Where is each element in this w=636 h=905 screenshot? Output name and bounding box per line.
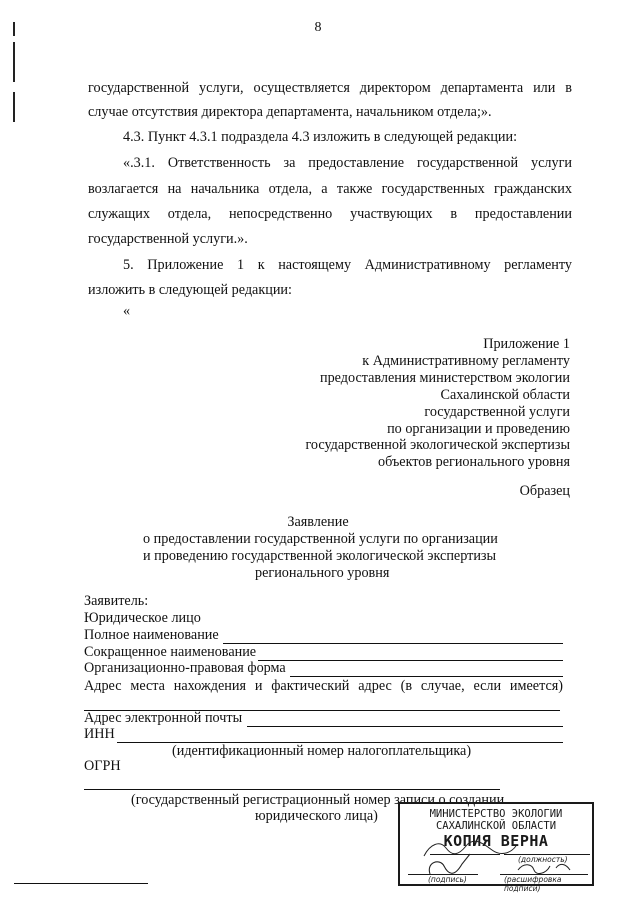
paragraph-line: служащих отдела, непосредственно участвующих в предоставлении [88,206,572,222]
appendix-line: государственной услуги [424,404,570,420]
inn-note: (идентификационный номер налогоплательщика) [172,743,472,759]
certification-stamp [398,802,594,893]
inn-label: ИНН [84,726,115,742]
stamp-region: САХАЛИНСКОЙ ОБЛАСТИ [435,820,557,832]
org-form-label: Организационно-правовая форма [84,660,286,676]
org-form-field[interactable] [290,676,563,677]
appendix-line: объектов регионального уровня [377,454,570,470]
applicant-label: Заявитель: [84,593,149,609]
stamp-decode-label: (расшифровка подписи) [504,875,562,893]
margin-mark [13,92,15,122]
full-name-label: Полное наименование [84,627,219,643]
page-number: 8 [314,20,322,35]
stamp-signature-label: (подпись) [428,875,467,884]
address-label: Адрес места нахождения и фактический адрес (в случае, если имеется) [84,678,563,694]
ogrn-field[interactable] [84,789,500,790]
short-name-label: Сокращенное наименование [84,644,257,660]
stamp-copy-certified: КОПИЯ ВЕРНА [443,832,549,850]
paragraph-line: 4.3. Пункт 4.3.1 подраздела 4.3 изложить в следующей редакции: [123,129,518,145]
appendix-line: государственной экологической экспертизы [305,437,570,453]
form-subtitle: регионального уровня [255,565,390,581]
margin-mark [13,42,15,82]
paragraph-line: 5. Приложение 1 к настоящему Административному регламенту [123,257,572,273]
form-subtitle: о предоставлении государственной услуги по организации [143,531,498,547]
email-label: Адрес электронной почты [84,710,243,726]
footnote-rule [14,883,148,884]
stamp-position-line [430,854,500,855]
paragraph-line: случае отсутствия директора департамента, начальником отдела;». [88,104,492,120]
form-subtitle: и проведению государственной экологической экспертизы [143,548,497,564]
paragraph-line: возлагается на начальника отдела, а также государственных гражданских [88,181,572,197]
appendix-line: Сахалинской области [440,387,570,403]
form-title: Заявление [287,514,349,530]
full-name-field[interactable] [223,643,563,644]
ogrn-note: (государственный регистрационный номер записи о создании [131,792,505,808]
stamp-position-label: (должность) [518,855,568,864]
appendix-line: к Административному регламенту [362,353,570,369]
stamp-ministry: МИНИСТЕРСТВО ЭКОЛОГИИ [429,808,563,820]
paragraph-line: государственной услуги, осуществляется директором департамента или в [88,80,572,96]
paragraph-line: «.3.1. Ответственность за предоставление государственной услуги [123,155,572,171]
email-field[interactable] [247,726,563,727]
short-name-field[interactable] [258,660,563,661]
appendix-line: по организации и проведению [387,421,570,437]
ogrn-note: юридического лица) [255,808,378,824]
quote-open: « [123,303,131,319]
sample-label: Образец [519,483,570,499]
ogrn-label: ОГРН [84,758,121,774]
paragraph-line: изложить в следующей редакции: [88,282,292,298]
paragraph-line: государственной услуги.». [88,231,248,247]
legal-entity-label: Юридическое лицо [84,610,201,626]
appendix-line: Приложение 1 [483,336,570,352]
appendix-line: предоставления министерством экологии [319,370,570,386]
